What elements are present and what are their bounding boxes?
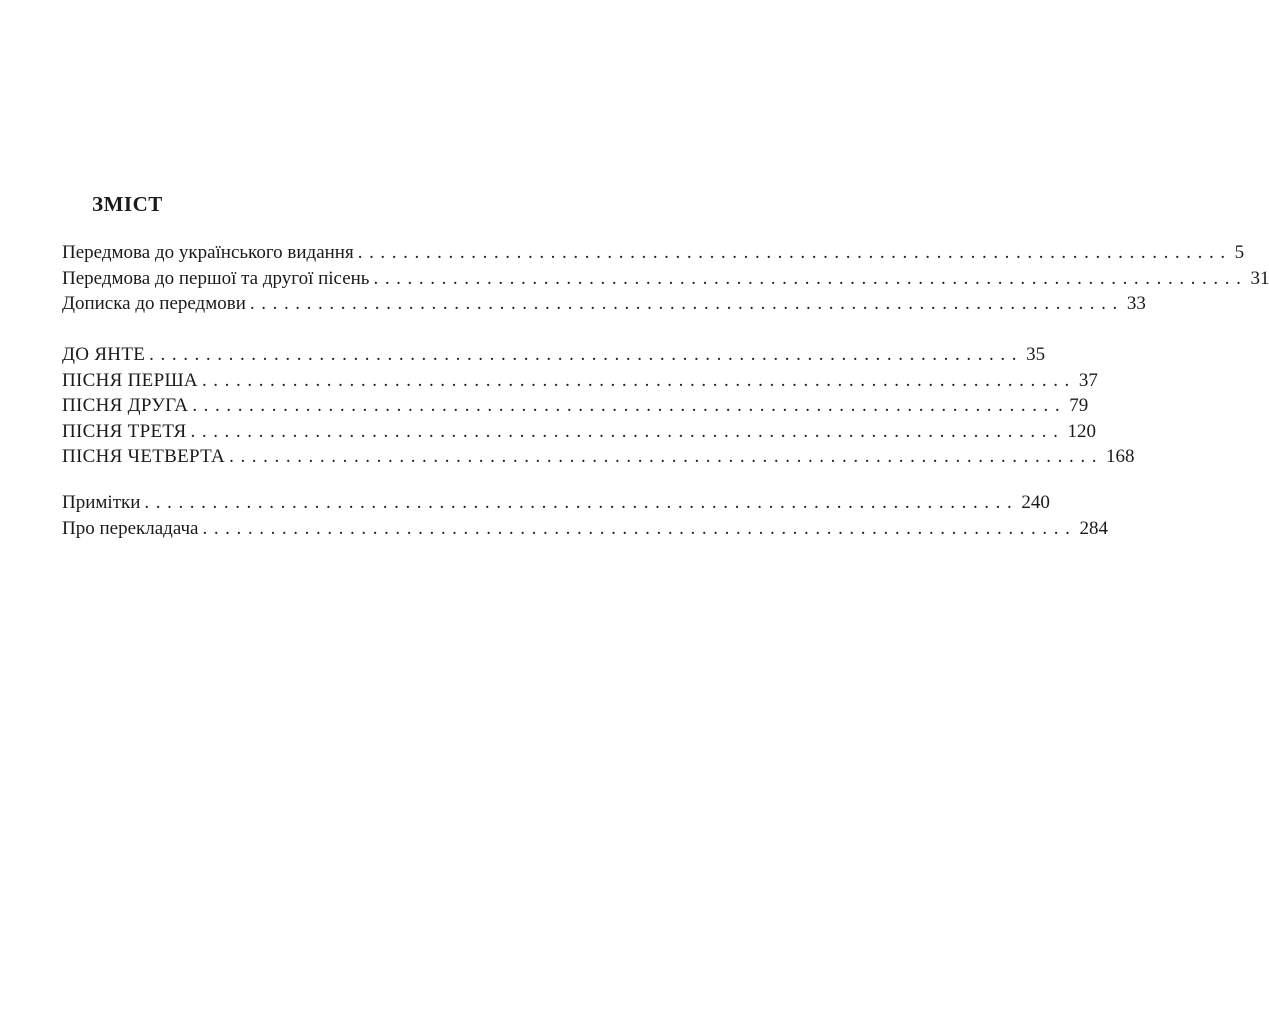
toc-entry [62, 291, 1146, 317]
dot-leader: ............................................................................. [229, 446, 1104, 467]
dot-leader: ............................................................................. [192, 395, 1067, 416]
toc-entry [62, 266, 1269, 292]
toc-entry-label: Передмова до першої та другої пісень [62, 267, 370, 289]
toc-entry [62, 368, 1098, 394]
toc-entry-page: 31 [1250, 267, 1269, 289]
dot-leader: ............................................................................. [201, 369, 1076, 391]
toc-entry-label: Примітки [62, 492, 141, 513]
dot-leader: ............................................................................. [149, 344, 1024, 365]
dot-leader: ............................................................................. [202, 517, 1077, 539]
toc-entry-page: 120 [1067, 420, 1096, 442]
toc-entry-label: Дописка до передмови [62, 293, 246, 314]
toc-entry-page: 284 [1079, 517, 1108, 539]
toc-entry [62, 240, 1245, 266]
toc-entry [62, 342, 1046, 368]
toc-entry-label: ПІСНЯ ДРУГА [62, 395, 189, 416]
toc-entry [62, 444, 1135, 470]
toc-entry [62, 516, 1108, 542]
toc-entry [62, 490, 1050, 516]
toc-entry-page: 35 [1026, 344, 1046, 365]
dot-leader: ............................................................................. [249, 293, 1124, 314]
toc-entry-label: Передмова до українського видання [62, 242, 354, 263]
toc-title: ЗМІСТ [92, 192, 163, 216]
toc-section-poem [62, 342, 1135, 470]
toc-section-front-matter [62, 240, 1269, 317]
toc-entry [62, 393, 1089, 419]
toc-entry-page: 79 [1069, 395, 1089, 416]
toc-entry [62, 419, 1096, 445]
toc-entry-label: Про перекладача [62, 517, 199, 539]
toc-entry-label: ПІСНЯ ЧЕТВЕРТА [62, 446, 226, 467]
dot-leader: ............................................................................. [190, 420, 1065, 442]
toc-section-back-matter [62, 490, 1108, 541]
toc-entry-label: ПІСНЯ ТРЕТЯ [62, 420, 187, 442]
toc-entry-label: ДО ЯНТЕ [62, 344, 146, 365]
dot-leader: ............................................................................. [357, 242, 1232, 263]
toc-entry-page: 5 [1234, 242, 1245, 263]
dot-leader: ............................................................................. [144, 492, 1019, 513]
toc-entry-page: 37 [1078, 369, 1098, 391]
dot-leader: ............................................................................. [373, 267, 1248, 289]
toc-entry-page: 168 [1106, 446, 1135, 467]
toc-entry-page: 240 [1021, 492, 1050, 513]
toc-entry-label: ПІСНЯ ПЕРША [62, 369, 198, 391]
toc-entry-page: 33 [1126, 293, 1146, 314]
